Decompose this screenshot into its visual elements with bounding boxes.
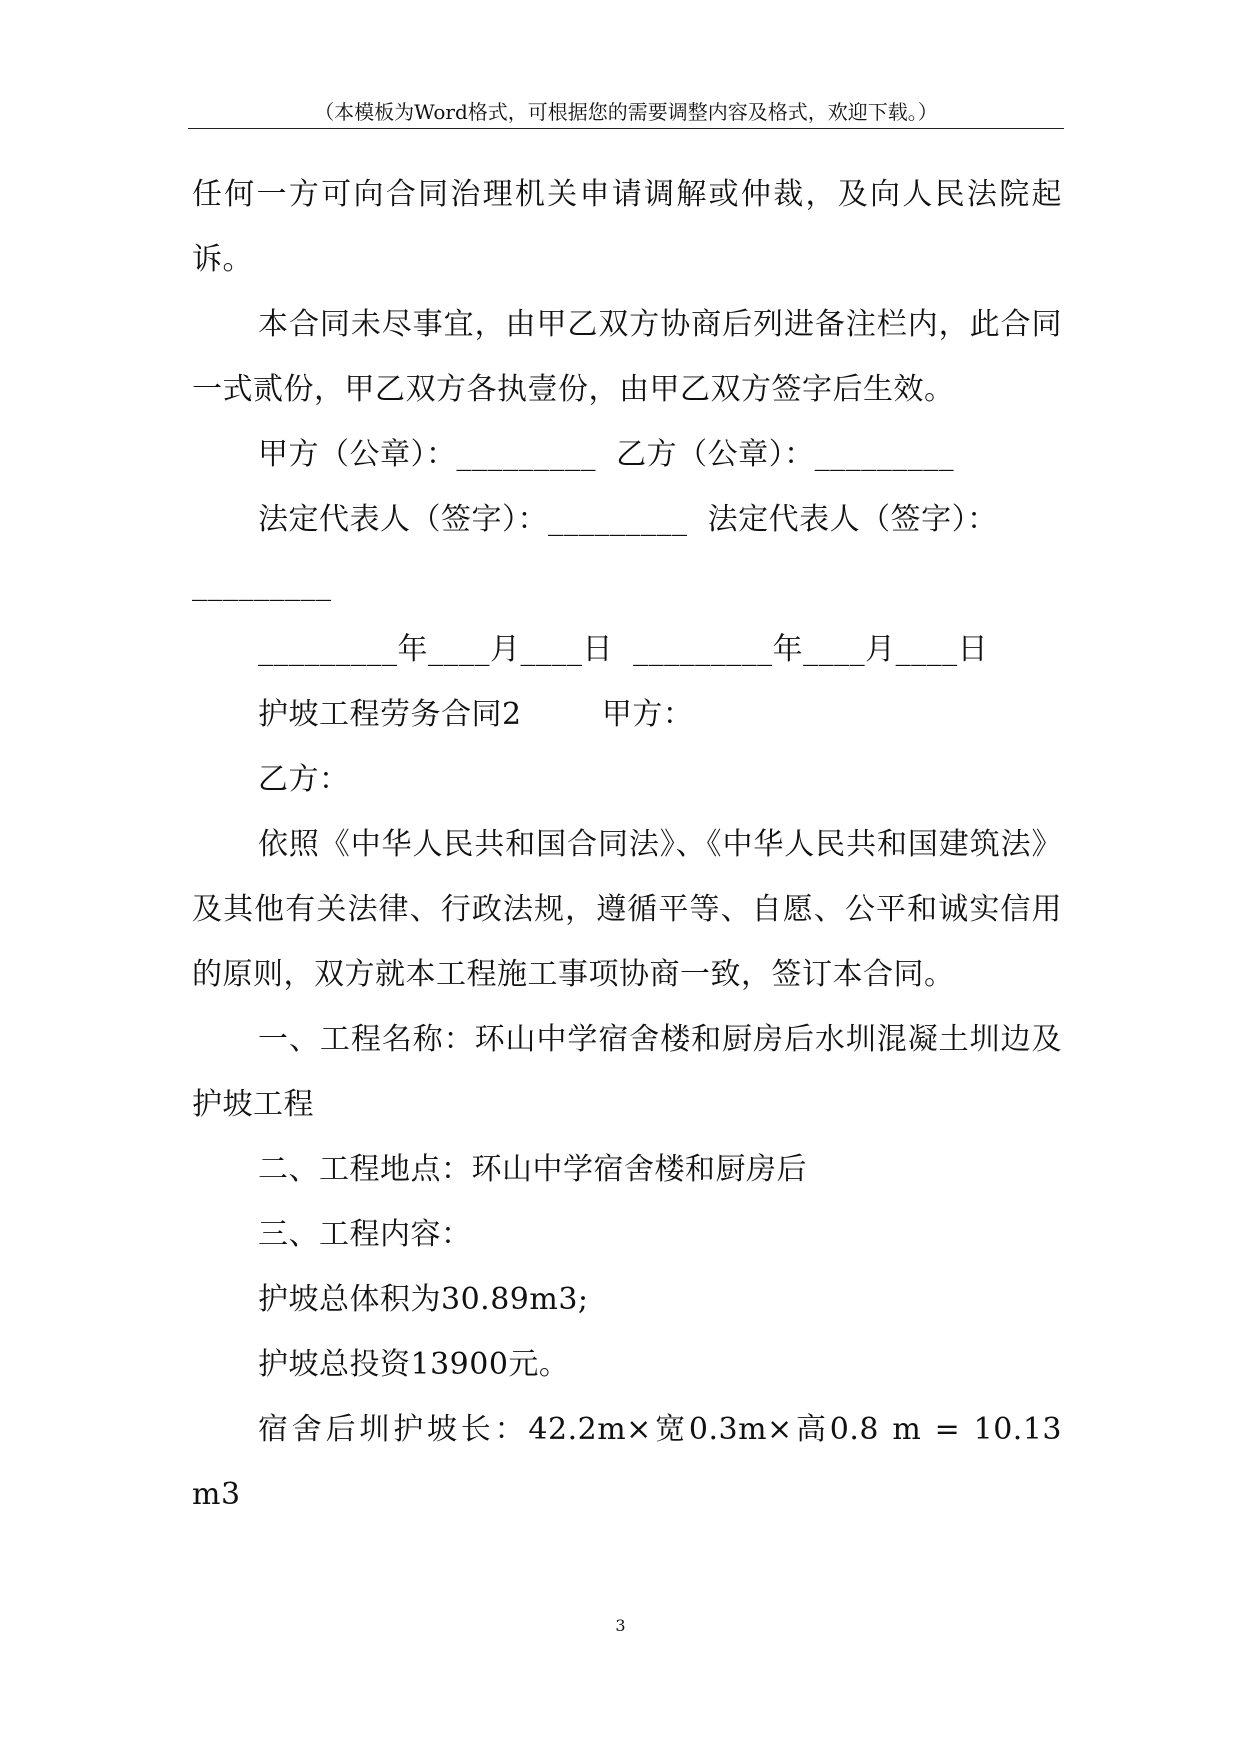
contract2-preamble: 依照《中华人民共和国合同法》、《中华人民共和国建筑法》及其他有关法律、行政法规，遵循平等、自愿、公平和诚实信用的原则，双方就本工程施工事项协商一致，签订本合同。 [192, 827, 1062, 992]
document-body [192, 162, 1062, 1527]
contract2-party-b: 乙方： [258, 762, 350, 797]
signature-representative-blank: _________ [192, 567, 332, 602]
signature-seal-line: 甲方（公章）：_________ 乙方（公章）：_________ [258, 437, 955, 472]
contract2-item-location: 二、工程地点：环山中学宿舍楼和厨房后 [258, 1152, 807, 1187]
contract2-volume: 护坡总体积为30.89m3; [258, 1282, 589, 1317]
contract2-item-content: 三、工程内容： [258, 1217, 472, 1252]
contract2-investment: 护坡总投资13900元。 [258, 1347, 570, 1382]
paragraph-dispute: 任何一方可向合同治理机关申请调解或仲裁，及向人民法院起诉。 [192, 177, 1062, 277]
page-number: 3 [615, 1616, 626, 1635]
template-note: （本模板为Word格式，可根据您的需要调整内容及格式，欢迎下载。） [314, 100, 938, 124]
contract2-dorm-slope: 宿舍后圳护坡长：42.2m×宽0.3m×高0.8 m = 10.13 m3 [192, 1412, 1062, 1512]
contract2-title: 护坡工程劳务合同2 甲方： [258, 697, 694, 732]
contract2-item-name: 一、工程名称：环山中学宿舍楼和厨房后水圳混凝土圳边及护坡工程 [192, 1022, 1062, 1122]
signature-representative-line: 法定代表人（签字）：_________ 法定代表人（签字）： [258, 502, 998, 537]
signature-date-line: _________年____月____日 _________年____月____日 [258, 632, 989, 667]
page-header [188, 100, 1064, 129]
paragraph-supplement: 本合同未尽事宜，由甲乙双方协商后列进备注栏内，此合同一式贰份，甲乙双方各执壹份，由甲乙双方签字后生效。 [192, 307, 1062, 407]
